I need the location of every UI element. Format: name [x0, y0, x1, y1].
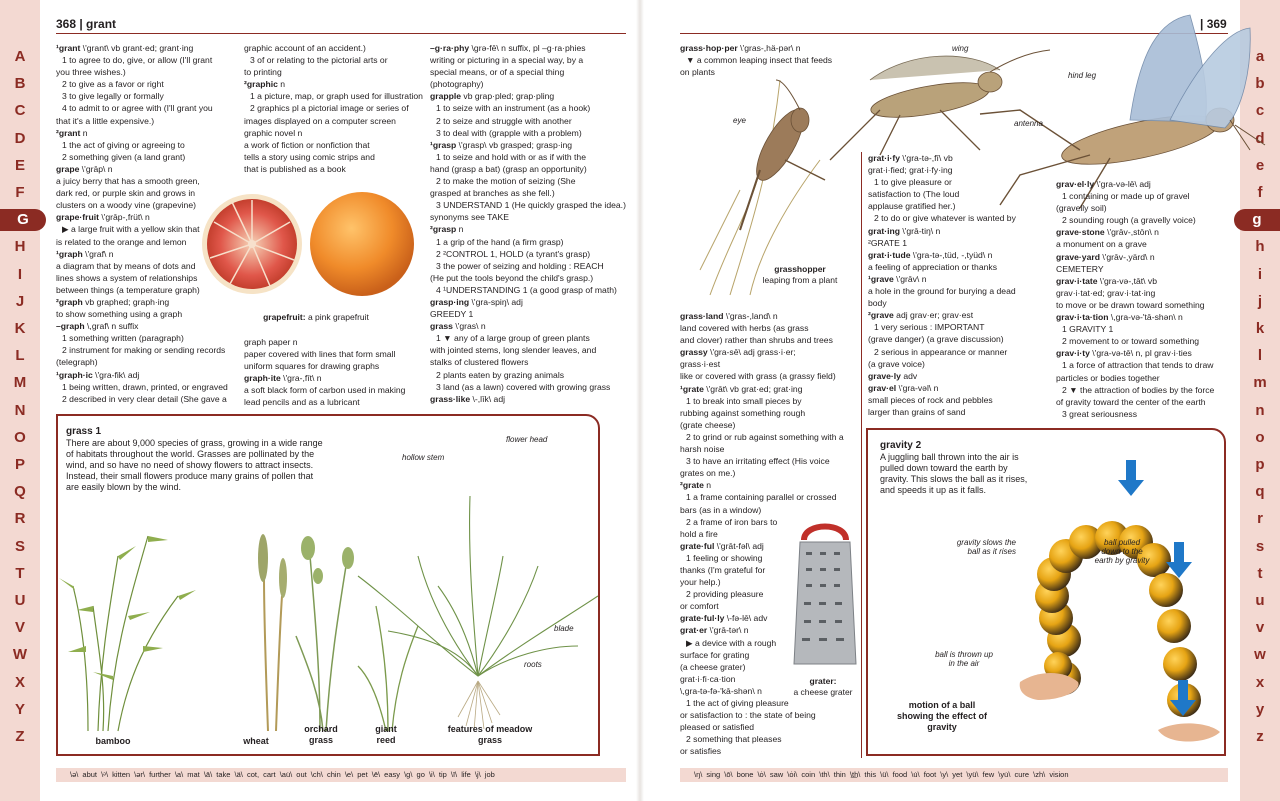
grasshopper-label-antenna: antenna — [1014, 119, 1043, 128]
entry-line: grate·ful \'grāt-fəl\ adj — [680, 540, 764, 551]
entry-line: 2 graphics pl a pictorial image or series of — [250, 103, 409, 114]
entry-line: 2 to give as a favor or right — [62, 79, 164, 90]
entry-line: 1 something written (paragraph) — [62, 333, 184, 344]
entry-line: 2 providing pleasure — [686, 589, 764, 600]
entry-line: is related to the orange and lemon — [56, 236, 187, 247]
entry-line: 1 to break into small pieces by — [686, 395, 802, 406]
entry-line: ¹graph·ic \'gra-fik\ adj — [56, 369, 140, 380]
grass-feature-box — [56, 414, 600, 756]
grass-box-title: grass 1 — [66, 426, 102, 437]
entry-line: synonyms see TAKE — [430, 212, 509, 223]
entry-line: a monument on a grave — [1056, 239, 1147, 250]
thumb-index-letter[interactable]: a — [1255, 48, 1265, 65]
thumb-index-letter[interactable]: z — [1256, 728, 1264, 745]
grass-label-hollow-stem: hollow stem — [402, 453, 445, 462]
entry-line: 2 a frame of iron bars to — [686, 516, 778, 527]
grasshopper-label-wing: wing — [952, 44, 969, 53]
entry-line: pleased or satisfied — [680, 722, 755, 733]
entry-line: particles or bodies together — [1056, 372, 1160, 383]
entry-line: 2 something that pleases — [686, 734, 782, 745]
entry-line: larger than grains of sand — [868, 406, 966, 417]
right-pronunciation-key: \ŋ\ sing \ō\ bone \ȯ\ saw \ȯi\ coin \th\ thin \t͟h\ this \ü\ food \u̇\ foot \y\ yet \yü\ few \yu̇\ cure \zh\ vision — [680, 768, 1228, 782]
thumb-index-letter[interactable]: u — [1255, 592, 1265, 609]
thumb-index-letter[interactable]: R — [14, 510, 26, 528]
thumb-index-letter[interactable]: T — [15, 564, 25, 582]
left-page-header: 368 | grant — [56, 17, 117, 31]
entry-line: ▶ a large fruit with a yellow skin that — [62, 224, 200, 235]
thumb-index-letter[interactable]: o — [1255, 428, 1265, 446]
entry-line: 3 to have an irritating effect (His voice — [686, 456, 830, 467]
thumb-index-letter[interactable]: V — [14, 619, 25, 637]
thumb-index-letter[interactable]: m — [1253, 374, 1267, 392]
entry-line: a juicy berry that has a smooth green, — [56, 176, 200, 187]
thumb-index-letter[interactable]: c — [1255, 102, 1265, 120]
entry-line: grape \'grāp\ n — [56, 163, 113, 174]
left-col-3 — [430, 42, 630, 405]
thumb-index-letter[interactable]: H — [14, 238, 26, 256]
entry-line: small pieces of rock and pebbles — [868, 394, 993, 405]
grass-caption-giant-reed: giant reed — [375, 724, 397, 745]
entry-line: grat·i·fi·ca·tion — [680, 673, 736, 684]
gravity-label-thrown: ball is thrown up in the air — [935, 650, 993, 668]
entry-line: 3 great seriousness — [1062, 408, 1137, 419]
thumb-index-letter[interactable]: l — [1257, 347, 1263, 365]
thumb-index-letter[interactable]: i — [1257, 265, 1263, 283]
entry-line: a soft black form of carbon used in making — [244, 385, 406, 396]
entry-line: 2 instrument for making or sending records — [62, 345, 226, 356]
thumb-index-letter[interactable]: A — [14, 48, 26, 65]
entry-line: harsh noise — [680, 444, 725, 455]
entry-line: ▼ a common leaping insect that feeds — [686, 55, 833, 66]
entry-line: land covered with herbs (as grass — [680, 323, 809, 334]
entry-line: grass·land \'gras-,land\ n — [680, 311, 778, 321]
entry-line: grave·ly adv — [868, 370, 918, 381]
entry-line: 2 movement to or toward something — [1062, 336, 1200, 347]
thumb-index-letter[interactable]: I — [17, 265, 23, 283]
thumb-index-letter[interactable]: f — [1257, 184, 1263, 201]
entry-line: (telegraph) — [56, 357, 98, 368]
entry-line: you three wishes.) — [56, 67, 126, 78]
entry-line: to move or be drawn toward something — [1056, 299, 1205, 310]
entry-line: 4 ¹UNDERSTANDING 1 (a good grasp of math) — [436, 284, 617, 295]
thumb-index-letter[interactable]: r — [1257, 510, 1263, 528]
thumb-index-letter[interactable]: J — [15, 292, 25, 310]
entry-line: grat·i·fy \'gra-tə-,fī\ vb — [868, 153, 953, 163]
right-col-2 — [868, 152, 1048, 418]
thumb-index-letter[interactable]: n — [1255, 401, 1265, 419]
entry-line: 1 being written, drawn, printed, or engraved — [62, 381, 228, 392]
entry-line: 1 to agree to do, give, or allow (I'll grant — [62, 55, 213, 66]
grass-label-blade: blade — [554, 624, 574, 633]
entry-line: with jointed stems, long slender leaves, and — [430, 345, 597, 356]
entry-line: grat·er \'grā-tər\ n — [680, 625, 749, 636]
entry-line: a diagram that by means of dots and — [56, 260, 196, 271]
entry-line: grave·stone \'grāv-,stōn\ n — [1056, 227, 1159, 238]
grass-caption-wheat: wheat — [243, 736, 269, 746]
entry-line: ²graphic n — [244, 79, 286, 90]
entry-line: or satisfies — [680, 746, 722, 757]
thumb-index-letter[interactable]: F — [15, 184, 25, 201]
entry-line: (grate cheese) — [680, 419, 736, 430]
entry-line: writing or picturing in a special way, by a — [430, 55, 584, 66]
entry-line: that it's a little expensive.) — [56, 115, 155, 126]
entry-line: 1 a frame containing parallel or crossed — [686, 492, 837, 503]
entry-line: or comfort — [680, 601, 719, 612]
entry-line: 2 to seize and struggle with another — [436, 115, 572, 126]
entry-line: 1 to give pleasure or — [874, 177, 952, 188]
thumb-index-letter[interactable]: S — [14, 537, 25, 555]
entry-line: (gravelly soil) — [1056, 203, 1107, 214]
thumb-index-letter[interactable]: N — [14, 401, 26, 419]
entry-line: uniform squares for drawing graphs — [244, 361, 380, 372]
gravity-caption: motion of a ball showing the effect of gravity — [897, 700, 987, 732]
entry-line: grat·i·tude \'gra-tə-,tüd, -,tyüd\ n — [868, 249, 993, 260]
thumb-index-letter[interactable]: X — [14, 673, 25, 691]
entry-line: surface for grating — [680, 649, 750, 660]
grapefruit-image — [200, 186, 420, 306]
left-pronunciation-key: \ə\ abut \ᵊ\ kitten \ər\ further \a\ mat \ā\ take \ä\ cot, cart \au̇\ out \ch\ chin \e\ pet \ē\ easy \g\ go \i\ tip \ī\ life \j\ job — [56, 768, 626, 782]
thumb-index-letter[interactable]: e — [1255, 156, 1265, 174]
entry-line: hold a fire — [680, 528, 718, 539]
entry-line: (grave danger) (a grave discussion) — [868, 334, 1004, 345]
entry-line: 3 to give legally or formally — [62, 91, 164, 102]
entry-line: ¹graph \'graf\ n — [56, 248, 114, 259]
thumb-index-letter[interactable]: W — [12, 646, 28, 664]
left-col-2b — [244, 336, 424, 409]
entry-line: 1 the act of giving or agreeing to — [62, 139, 185, 150]
entry-line: ²graph vb graphed; graph·ing — [56, 296, 170, 307]
grass-label-flower-head: flower head — [506, 435, 548, 444]
entry-line: graphic novel n — [244, 127, 303, 138]
entry-line: images displayed on a computer screen — [244, 115, 396, 126]
entry-line: 2 described in very clear detail (She gave a — [62, 393, 227, 404]
entry-line: 1 the act of giving pleasure — [686, 698, 789, 708]
entry-line: ¹grate \'grāt\ vb grat·ed; grat·ing — [680, 383, 803, 394]
grass-illustrations — [58, 496, 598, 741]
right-col-3 — [1056, 178, 1236, 420]
entry-line: 1 very serious : IMPORTANT — [874, 322, 985, 333]
entry-line: body — [868, 298, 887, 309]
entry-line: grapple vb grap·pled; grap·pling — [430, 91, 555, 102]
entry-line: 3 of or relating to the pictorial arts or — [250, 55, 388, 66]
entry-line: (a cheese grater) — [680, 661, 746, 672]
entry-line: grass·i·est — [680, 359, 721, 370]
thumb-index-letter[interactable]: Z — [15, 728, 25, 745]
entry-line: grav·el \'gra-vəl\ n — [868, 382, 939, 393]
entry-line: that is published as a book — [244, 163, 346, 174]
entry-line: hand (grasp a bat) (grasp an opportunity) — [430, 163, 587, 174]
entry-line: (a grave voice) — [868, 358, 925, 369]
entry-line: 1 a picture, map, or graph used for illustration — [250, 91, 423, 102]
thumb-index-letter[interactable]: G — [0, 209, 46, 231]
entry-line: ²grasp n — [430, 224, 464, 235]
entry-line: bars (as in a window) — [680, 504, 762, 515]
entry-line: a work of fiction or nonfiction that — [244, 139, 370, 150]
entry-line: grav·el·ly \'gra-və-lē\ adj — [1056, 179, 1151, 189]
thumb-index-letter[interactable]: D — [14, 129, 26, 147]
entry-line: 2 something given (a land grant) — [62, 151, 186, 162]
entry-line: 1 to seize with an instrument (as a hook) — [436, 103, 591, 114]
entry-line: a feeling of appreciation or thanks — [868, 261, 997, 272]
entry-line: grav·i·ty \'gra-və-tē\ n, pl grav·i·ties — [1056, 348, 1192, 359]
thumb-index-letter[interactable]: C — [14, 102, 26, 120]
thumb-index-letter[interactable]: B — [14, 75, 26, 93]
cheese-grater-image — [790, 518, 860, 668]
entry-line: ▶ a device with a rough — [686, 637, 777, 648]
entry-line: grass·like \-,līk\ adj — [430, 393, 506, 404]
thumb-index-letter[interactable]: K — [14, 320, 26, 337]
page-gutter — [636, 0, 644, 801]
entry-line: grav·i·tat·ed; grav·i·tat·ing — [1056, 287, 1156, 298]
entry-line: ¹grave \'grāv\ n — [868, 273, 927, 284]
entry-line: 1 GRAVITY 1 — [1062, 324, 1114, 335]
entry-line: (photography) — [430, 79, 484, 90]
entry-line: of gravity toward the center of the earth — [1056, 396, 1206, 407]
right-page-header: | 369 — [1200, 17, 1227, 31]
entry-line: grasped at branches as she fell.) — [430, 188, 555, 199]
grapefruit-caption: grapefruit: a pink grapefruit — [263, 312, 369, 322]
entry-line: 1 feeling or showing — [686, 552, 763, 563]
entry-line: ²grave adj grav·er; grav·est — [868, 310, 974, 321]
entry-line: to printing — [244, 67, 282, 78]
thumb-index-letter[interactable]: L — [15, 347, 25, 365]
entry-line: 3 land (as a lawn) covered with growing grass — [436, 381, 611, 392]
gravity-box-title: gravity 2 — [880, 440, 922, 451]
grass-label-roots: roots — [524, 660, 542, 669]
entry-line: a hole in the ground for burying a dead — [868, 286, 1016, 297]
thumb-index-letter[interactable]: E — [14, 156, 25, 174]
thumb-index-letter[interactable]: q — [1255, 483, 1265, 501]
entry-line: graph paper n — [244, 337, 298, 347]
thumb-index-letter[interactable]: O — [14, 428, 26, 446]
entry-line: 1 to seize and hold with or as if with the — [436, 151, 586, 162]
entry-line: thanks (I'm grateful for — [680, 564, 766, 575]
entry-line: ²grate n — [680, 480, 712, 491]
entry-line: clusters on a woody vine (grapevine) — [56, 200, 196, 211]
entry-line: 2 plants eaten by grazing animals — [436, 369, 565, 380]
thumb-index-letter[interactable]: b — [1255, 75, 1265, 93]
entry-line: your help.) — [680, 577, 721, 588]
entry-line: 1 containing or made up of gravel — [1062, 191, 1190, 202]
grasshopper-label-eye: eye — [733, 116, 746, 125]
grass-caption-bamboo: bamboo — [95, 736, 131, 746]
thumb-index-letter[interactable]: p — [1255, 456, 1265, 473]
entry-line: ¹grant \'grant\ vb grant·ed; grant·ing — [56, 43, 194, 53]
entry-line: applause gratified her.) — [868, 201, 956, 212]
thumb-index-letter[interactable]: h — [1255, 238, 1265, 256]
entry-line: grav·i·ta·tion \,gra-və-'tā-shən\ n — [1056, 312, 1183, 323]
entry-line: \,gra-tə-fə-'kā-shən\ n — [680, 685, 762, 696]
grasshopper-caption: grasshopper leaping from a plant — [762, 264, 838, 285]
entry-line: paper covered with lines that form small — [244, 349, 396, 360]
entry-line: GREEDY 1 — [430, 309, 474, 320]
thumb-index-letter[interactable]: Y — [14, 700, 25, 718]
entry-line: stalks of clustered flowers — [430, 357, 529, 368]
thumb-index-letter[interactable]: d — [1255, 129, 1265, 147]
entry-line: 3 UNDERSTAND 1 (He quickly grasped the idea.) — [436, 200, 626, 211]
grass-caption-meadow-grass: features of meadow grass — [447, 724, 533, 745]
left-thumb-index — [0, 0, 40, 801]
entry-line: 1 a grip of the hand (a firm grasp) — [436, 236, 564, 247]
entry-line: 3 the power of seizing and holding : REACH — [436, 260, 604, 271]
entry-line: ¹grasp \'grasp\ vb grasped; grasp·ing — [430, 139, 573, 150]
entry-line: grassy \'gra-sē\ adj grass·i·er; — [680, 347, 796, 358]
entry-line: –graph \,graf\ n suffix — [56, 321, 139, 332]
entry-line: like or covered with grass (a grassy field) — [680, 371, 836, 382]
grass-caption-orchard-grass: orchard grass — [304, 724, 338, 745]
grass-box-text: There are about 9,000 species of grass, growing in a wide range of habitats throughout the world. Grasses are pollinated by the wind, and so have no need of showy flowers to attract insects. Instead, their small flowers produce many grains of pollen that are easily blown by the wind. — [66, 438, 323, 492]
entry-line: grass·hop·per \'gras-,hä-pər\ n — [680, 43, 801, 53]
left-header-rule — [56, 33, 626, 34]
thumb-index-letter[interactable]: v — [1255, 619, 1265, 637]
right-column-divider — [861, 152, 862, 758]
entry-line: grav·i·tate \'gra-və-,tāt\ vb — [1056, 275, 1157, 286]
thumb-index-letter[interactable]: Q — [14, 483, 26, 501]
entry-line: between things (a temperature graph) — [56, 284, 200, 295]
entry-line: 2 to do or give whatever is wanted by — [874, 213, 1016, 224]
thumb-index-letter[interactable]: s — [1255, 537, 1265, 555]
entry-line: special means, or of a special thing — [430, 67, 565, 78]
entry-line: and clover) rather than shrubs and trees — [680, 335, 833, 346]
entry-line: 3 to deal with (grapple with a problem) — [436, 127, 582, 138]
thumb-index-letter[interactable]: k — [1255, 320, 1265, 337]
entry-line: rubbing against something rough — [680, 407, 806, 418]
thumb-index-letter[interactable]: M — [13, 374, 27, 392]
thumb-index-letter[interactable]: j — [1257, 292, 1263, 310]
thumb-index-letter[interactable]: P — [14, 456, 25, 473]
entry-line: grat·ing \'grā-tiŋ\ n — [868, 225, 941, 236]
grasshopper-label-hind-leg: hind leg — [1068, 71, 1097, 80]
entry-line: ²grant n — [56, 127, 88, 138]
entry-line: grates on me.) — [680, 468, 736, 479]
left-col-2 — [244, 42, 424, 175]
entry-line: grape·fruit \'grāp-,früt\ n — [56, 212, 150, 223]
thumb-index-letter[interactable]: w — [1254, 646, 1266, 664]
entry-line: dark red, or purple skin and grows in — [56, 188, 196, 199]
thumb-index-letter[interactable]: t — [1257, 564, 1263, 582]
entry-line: –g·ra·phy \grə-fē\ n suffix, pl –g·ra·phies — [430, 43, 586, 53]
thumb-index-letter[interactable]: y — [1255, 700, 1265, 718]
thumb-index-letter[interactable]: x — [1255, 673, 1265, 691]
entry-line: graph·ite \'gra-,fīt\ n — [244, 373, 322, 384]
entry-line: satisfaction to (The loud — [868, 189, 960, 200]
entry-line: CEMETERY — [1056, 263, 1104, 274]
entry-line: 2 ²CONTROL 1, HOLD (a tyrant's grasp) — [436, 248, 591, 259]
entry-line: (He put the tools beyond the child's grasp.) — [430, 272, 594, 283]
entry-line: lines shows a system of relationships — [56, 272, 198, 283]
entry-line: grasp·ing \'gra-spiŋ\ adj — [430, 296, 523, 307]
entry-line: 2 to make the motion of seizing (She — [436, 176, 576, 187]
entry-line: grat·i·fied; grat·i·fy·ing — [868, 165, 953, 176]
thumb-index-letter[interactable]: U — [14, 592, 26, 609]
entry-line: 2 to grind or rub against something with a — [686, 431, 844, 442]
entry-line: 2 serious in appearance or manner — [874, 346, 1008, 357]
gravity-label-pulled: ball pulled down to the earth by gravity — [1094, 538, 1150, 565]
gravity-label-slows: gravity slows the ball as it rises — [956, 538, 1016, 556]
thumb-index-letter[interactable]: g — [1234, 209, 1280, 231]
entry-line: 2 ▼ the attraction of bodies by the force — [1062, 384, 1215, 395]
entry-line: graphic account of an accident.) — [244, 43, 366, 53]
entry-line: or satisfaction to : the state of being — [680, 710, 816, 721]
entry-line: lead pencils and as a lubricant — [244, 397, 360, 408]
entry-line: grass \'gras\ n — [430, 321, 486, 332]
entry-line: grave·yard \'grāv-,yärd\ n — [1056, 251, 1155, 262]
entry-line: to show something using a graph — [56, 309, 183, 320]
gravity-feature-box — [866, 428, 1226, 756]
entry-line: 2 sounding rough (a gravelly voice) — [1062, 215, 1196, 226]
gravity-box-text: A juggling ball thrown into the air is pulled down toward the earth by gravity. This slows the ball as it rises, and speeds it up as it falls. — [880, 452, 1028, 495]
entry-line: 1 ▼ any of a large group of green plants — [436, 333, 590, 344]
entry-line: grate·ful·ly \-fə-lē\ adv — [680, 613, 768, 624]
entry-line: ²GRATE 1 — [868, 237, 907, 248]
entry-line: 1 a force of attraction that tends to draw — [1062, 360, 1214, 371]
grater-caption: grater: a cheese grater — [793, 676, 853, 697]
entry-line: on plants — [680, 67, 715, 78]
entry-line: tells a story using comic strips and — [244, 151, 375, 162]
entry-line: 4 to admit to or agree with (I'll grant you — [62, 103, 213, 114]
